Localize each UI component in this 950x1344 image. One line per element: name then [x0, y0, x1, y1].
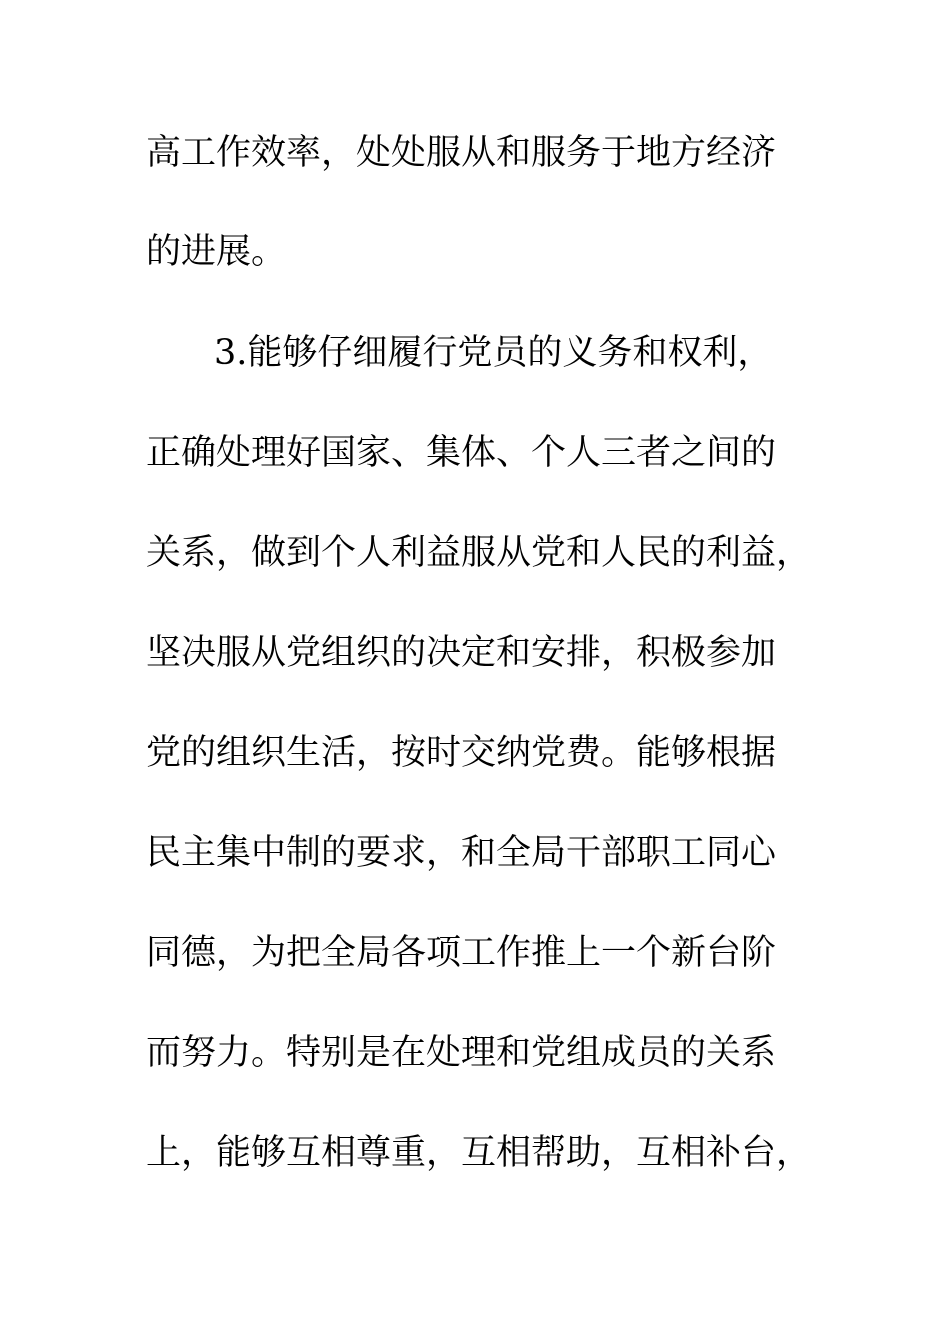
text-line: 而努力。特别是在处理和党组成员的关系 — [146, 1033, 777, 1073]
text-line: 正确处理好国家、集体、个人三者之间的 — [146, 433, 777, 473]
text-line: 高工作效率，处处服从和服务于地方经济 — [146, 133, 777, 173]
text-line: 坚决服从党组织的决定和安排，积极参加 — [146, 633, 777, 673]
text-line: 上，能够互相尊重，互相帮助，互相补台， — [146, 1133, 812, 1173]
text-line: 的进展。 — [146, 232, 287, 272]
paragraph-start-line: 3.能够仔细履行党员的义务和权利， — [214, 333, 773, 373]
text-line: 关系，做到个人利益服从党和人民的利益， — [146, 533, 812, 573]
text-line: 民主集中制的要求，和全局干部职工同心 — [146, 833, 777, 873]
text-line: 党的组织生活，按时交纳党费。能够根据 — [146, 733, 777, 773]
text-line: 同德，为把全局各项工作推上一个新台阶 — [146, 933, 777, 973]
